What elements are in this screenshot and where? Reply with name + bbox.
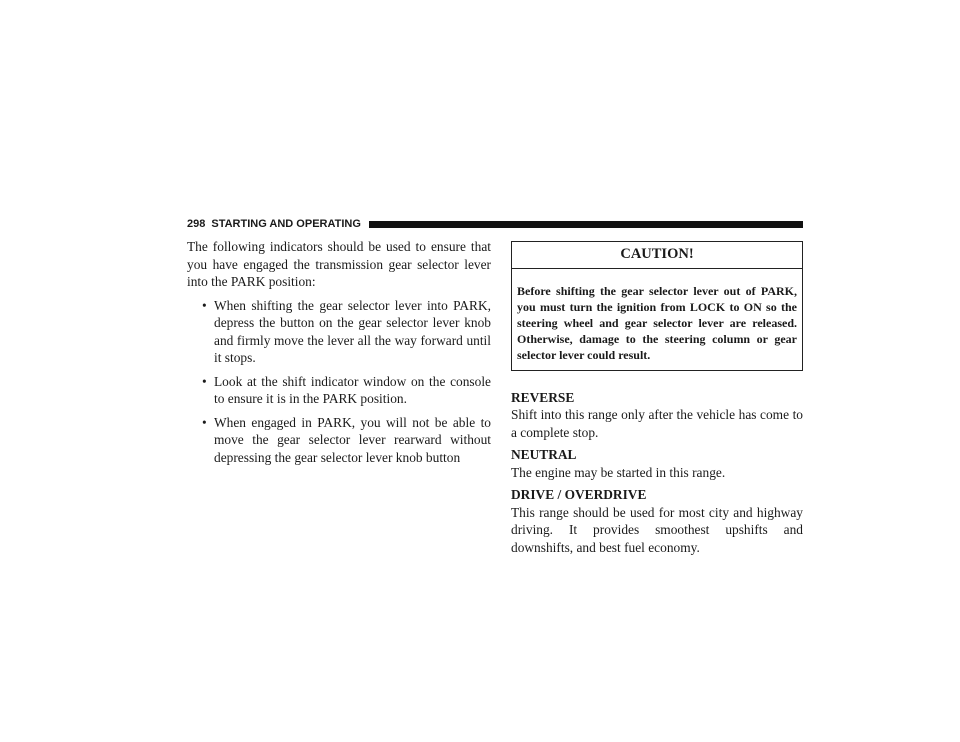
list-item — [187, 373, 491, 408]
bullet-icon: • — [202, 297, 207, 313]
caution-body: Before shifting the gear selector lever out of PARK, you must turn the ignition from LOCK to ON so the steering wheel and gear selector lever are released. Otherwise, damage to the steering column or gear selector lever could result. — [517, 283, 797, 362]
right-column — [511, 241, 803, 561]
list-item-text: When shifting the gear selector lever into PARK, depress the button on the gear selector lever knob and firmly move the lever all the way forward until it stops. — [214, 297, 491, 365]
intro-paragraph: The following indicators should be used to ensure that you have engaged the transmission gear selector lever into the PARK position: — [187, 239, 491, 289]
page-number: 298 — [187, 218, 206, 230]
section-text: The engine may be started in this range. — [511, 464, 726, 480]
bullet-icon: • — [202, 373, 207, 389]
section-heading: REVERSE — [511, 389, 575, 405]
section-heading: NEUTRAL — [511, 447, 577, 462]
section-drive-overdrive — [511, 486, 803, 556]
section-heading: DRIVE / OVERDRIVE — [511, 487, 647, 502]
list-item-text: When engaged in PARK, you will not be able to move the gear selector lever rearward without depressing the gear selector lever knob button — [214, 414, 491, 465]
gear-range-sections — [511, 389, 803, 557]
header-rule — [369, 221, 803, 228]
section-title: STARTING AND OPERATING — [211, 218, 361, 230]
caution-box — [511, 241, 803, 371]
left-column — [187, 238, 491, 472]
list-item-text: Look at the shift indicator window on the console to ensure it is in the PARK position. — [214, 373, 491, 406]
section-text: This range should be used for most city and highway driving. It provides smoothest upshifts and downshifts, and best fuel economy. — [511, 504, 803, 555]
section-text: Shift into this range only after the vehicle has come to a complete stop. — [511, 407, 803, 440]
list-item — [187, 297, 491, 367]
list-item — [187, 414, 491, 467]
bullet-icon: • — [202, 414, 207, 430]
section-reverse — [511, 389, 803, 442]
caution-title: CAUTION! — [512, 242, 802, 269]
indicator-list — [187, 297, 491, 467]
page-header — [187, 217, 803, 231]
section-neutral — [511, 446, 803, 481]
